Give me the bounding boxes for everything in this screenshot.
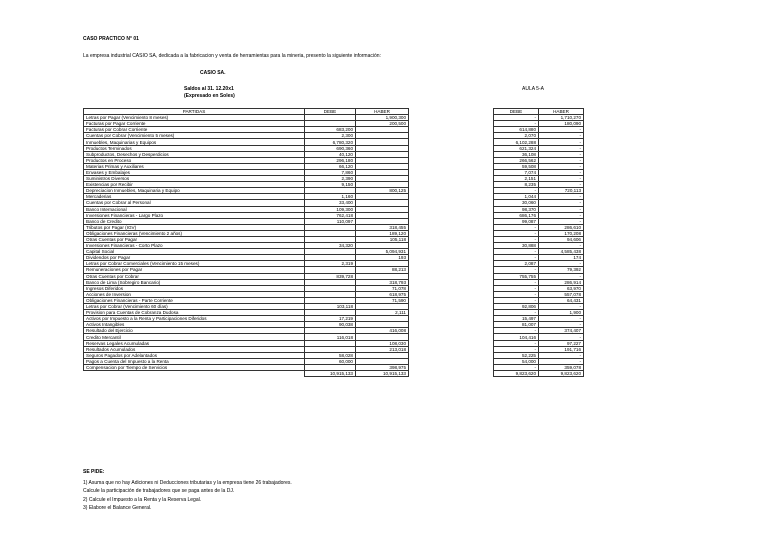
- aula-cell-haber: -: [539, 176, 584, 182]
- cell-partida: Resultados Acumulados: [84, 346, 305, 352]
- aula-cell-haber: -: [539, 151, 584, 157]
- aula-cell-haber: -: [539, 218, 584, 224]
- cell-debe: 103,118: [305, 304, 356, 310]
- se-pide-title: SE PIDE:: [83, 469, 105, 475]
- cell-partida: Mercaderias: [84, 194, 305, 200]
- aula-cell-debe: 15,497: [494, 316, 539, 322]
- balance-table: [83, 108, 409, 377]
- cell-debe: 1,160: [305, 194, 356, 200]
- aula-cell-haber: 94,606: [539, 236, 584, 242]
- cell-partida: Provision para Cuentas de Cobranza Dudosa: [84, 310, 305, 316]
- aula-cell-debe: -: [494, 346, 539, 352]
- aula-cell-haber: -: [539, 145, 584, 151]
- aula-cell-debe: 6,102,288: [494, 139, 539, 145]
- cell-partida: Ingresos Diferidos: [84, 285, 305, 291]
- cell-haber: 189,120: [356, 230, 409, 236]
- aula-cell-haber: 374,407: [539, 328, 584, 334]
- cell-haber: 88,213: [356, 267, 409, 273]
- cell-partida: Resultado del Ejercicio: [84, 328, 305, 334]
- aula-cell-haber: -: [539, 169, 584, 175]
- aula-cell-debe: 52,225: [494, 352, 539, 358]
- cell-partida: Activos Intangibles: [84, 322, 305, 328]
- aula-cell-debe: -: [494, 340, 539, 346]
- aula-cell-debe: 59,508: [494, 163, 539, 169]
- total-debe: 10,915,133: [305, 371, 356, 377]
- cell-partida: Letras por Cobrar (Vencimiento 60 días): [84, 304, 305, 310]
- aula-table: [493, 108, 584, 377]
- header-haber: HABER: [356, 109, 409, 115]
- cell-partida: Pagos a Cuenta del Impuesto a la Renta: [84, 358, 305, 364]
- aula-cell-debe: -: [494, 310, 539, 316]
- aula-cell-debe: 621,324: [494, 145, 539, 151]
- aula-cell-haber: -: [539, 322, 584, 328]
- aula-cell-debe: 266,562: [494, 157, 539, 163]
- cell-partida: Inmuebles, Maquinarias y Equipos: [84, 139, 305, 145]
- aula-cell-debe: 686,176: [494, 212, 539, 218]
- aula-cell-haber: -: [539, 304, 584, 310]
- aula-cell-haber: -: [539, 194, 584, 200]
- aula-header-debe: DEBE: [494, 109, 539, 115]
- cell-partida: Capital Social: [84, 249, 305, 255]
- cell-debe: 90,038: [305, 322, 356, 328]
- cell-haber: 618,975: [356, 291, 409, 297]
- cell-partida: Productos en Proceso: [84, 157, 305, 163]
- cell-partida: Banco de Credito: [84, 218, 305, 224]
- aula-cell-debe: 30,060: [494, 200, 539, 206]
- aula-cell-debe: -: [494, 364, 539, 370]
- cell-haber: 200,500: [356, 121, 409, 127]
- cell-partida: Suministros Diversos: [84, 176, 305, 182]
- aula-cell-haber: -: [539, 352, 584, 358]
- aula-cell-haber: 97,227: [539, 340, 584, 346]
- cell-debe: 2,300: [305, 133, 356, 139]
- cell-debe: 58,028: [305, 352, 356, 358]
- aula-cell-haber: 79,392: [539, 267, 584, 273]
- aula-cell-debe: 755,755: [494, 273, 539, 279]
- aula-cell-haber: -: [539, 261, 584, 267]
- aula-cell-debe: -: [494, 267, 539, 273]
- cell-partida: Banco Internacional: [84, 206, 305, 212]
- cell-debe: 690,360: [305, 145, 356, 151]
- header-partidas: PARTIDAS: [84, 109, 305, 115]
- aula-cell-haber: -: [539, 212, 584, 218]
- aula-cell-debe: -: [494, 291, 539, 297]
- aula-cell-haber: 180,090: [539, 121, 584, 127]
- cell-partida: Letras por Cobrar Comerciales (Vencimiento 15 meses): [84, 261, 305, 267]
- aula-label: AULA 5-A: [522, 86, 544, 92]
- aula-cell-debe: -: [494, 115, 539, 121]
- cell-haber: 416,008: [356, 328, 409, 334]
- se-pide-item: 3) Elabore el Balance General.: [83, 504, 152, 511]
- aula-cell-debe: 30,888: [494, 243, 539, 249]
- cell-partida: Obligaciones Financieras (Vencimiento 2 años): [84, 230, 305, 236]
- cell-debe: 40,120: [305, 151, 356, 157]
- cell-partida: Cuentas por Cobrar (Vencimiento 5 meses): [84, 133, 305, 139]
- cell-debe: 6,780,320: [305, 139, 356, 145]
- aula-cell-debe: -: [494, 297, 539, 303]
- cell-partida: Facturas por Pagar Corriente: [84, 121, 305, 127]
- aula-cell-debe: 92,806: [494, 304, 539, 310]
- cell-debe: 7,860: [305, 169, 356, 175]
- aula-cell-debe: -: [494, 188, 539, 194]
- cell-partida: Facturas por Cobrar Corriente: [84, 127, 305, 133]
- cell-partida: Inversiones Financieras - Corto Plazo: [84, 243, 305, 249]
- cell-partida: Inversiones Financieras - Largo Plazo: [84, 212, 305, 218]
- cell-debe: 17,219: [305, 316, 356, 322]
- cell-haber: 2,111: [356, 310, 409, 316]
- aula-cell-debe: 2,070: [494, 133, 539, 139]
- cell-haber: 398,975: [356, 364, 409, 370]
- aula-cell-haber: -: [539, 316, 584, 322]
- cell-partida: Subproductos, Desechos y Desperdicios: [84, 151, 305, 157]
- aula-cell-haber: -: [539, 133, 584, 139]
- aula-cell-debe: -: [494, 279, 539, 285]
- cell-partida: Materias Primas y Auxiliares: [84, 163, 305, 169]
- cell-haber: 318,455: [356, 224, 409, 230]
- cell-haber: 1,900,300: [356, 115, 409, 121]
- aula-cell-debe: -: [494, 255, 539, 261]
- se-pide-list: [83, 480, 292, 513]
- cell-haber: 318,793: [356, 279, 409, 285]
- cell-debe: 33,400: [305, 200, 356, 206]
- aula-cell-haber: 1,900: [539, 310, 584, 316]
- balance-subtitle: (Expresado en Soles): [184, 93, 235, 99]
- aula-cell-debe: 8,235: [494, 182, 539, 188]
- cell-haber: 105,118: [356, 236, 409, 242]
- se-pide-item: 2) Calcule el Impuesto a la Renta y la Reserva Legal.: [83, 496, 202, 503]
- aula-cell-debe: 2,087: [494, 261, 539, 267]
- aula-cell-debe: -: [494, 224, 539, 230]
- cell-partida: Compensacion por Tiempo de Servicios: [84, 364, 305, 370]
- aula-cell-haber: 286,610: [539, 224, 584, 230]
- totals-label-cell: [84, 371, 305, 377]
- cell-debe: 839,728: [305, 273, 356, 279]
- cell-partida: Otras Cuentas por Cobrar: [84, 273, 305, 279]
- cell-haber: 800,125: [356, 188, 409, 194]
- aula-cell-debe: 36,108: [494, 151, 539, 157]
- cell-debe: 109,300: [305, 206, 356, 212]
- cell-haber: 193: [356, 255, 409, 261]
- document-title: CASO PRACTICO N° 01: [83, 36, 139, 42]
- cell-debe: 110,097: [305, 218, 356, 224]
- aula-cell-haber: -: [539, 358, 584, 364]
- aula-cell-haber: 170,208: [539, 230, 584, 236]
- aula-cell-debe: 99,087: [494, 218, 539, 224]
- aula-total-haber: 9,823,620: [539, 371, 584, 377]
- aula-cell-debe: 7,074: [494, 169, 539, 175]
- cell-partida: Tributos por Pagar (IGV): [84, 224, 305, 230]
- cell-partida: Acciones de Inversion: [84, 291, 305, 297]
- aula-cell-debe: -: [494, 236, 539, 242]
- cell-partida: Banco de Lima (Sobregiro Bancario): [84, 279, 305, 285]
- totals-row: [84, 371, 409, 377]
- cell-debe: 116,018: [305, 334, 356, 340]
- cell-debe: 66,120: [305, 163, 356, 169]
- cell-debe: 2,319: [305, 261, 356, 267]
- cell-haber: 5,094,931: [356, 249, 409, 255]
- cell-partida: Activos por Impuesto a la Renta y Participaciones Diferidos: [84, 316, 305, 322]
- cell-partida: Credito Mercantil: [84, 334, 305, 340]
- aula-cell-debe: 81,007: [494, 322, 539, 328]
- aula-cell-haber: 64,431: [539, 297, 584, 303]
- aula-cell-haber: 557,078: [539, 291, 584, 297]
- aula-cell-debe: 54,000: [494, 358, 539, 364]
- cell-haber: 71,590: [356, 297, 409, 303]
- aula-totals-row: [494, 371, 584, 377]
- aula-cell-haber: -: [539, 273, 584, 279]
- aula-cell-debe: 1,044: [494, 194, 539, 200]
- aula-cell-haber: 1,710,270: [539, 115, 584, 121]
- cell-partida: Obligaciones Financieras - Parte Corriente: [84, 297, 305, 303]
- aula-cell-debe: 614,880: [494, 127, 539, 133]
- aula-cell-debe: -: [494, 249, 539, 255]
- intro-text: La empresa industrial CASIO SA, dedicada a la fabricacion y venta de herramientas para la mineria, presento la siguiente información:: [83, 53, 381, 59]
- total-haber: 10,915,133: [356, 371, 409, 377]
- aula-cell-haber: 191,716: [539, 346, 584, 352]
- cell-partida: Existencias por Recibir: [84, 182, 305, 188]
- balance-title: Saldos al 31. 12.20x1: [184, 86, 234, 92]
- cell-partida: Remuneraciones por Pagar: [84, 267, 305, 273]
- header-debe: DEBE: [305, 109, 356, 115]
- cell-debe: 9,150: [305, 182, 356, 188]
- aula-cell-debe: -: [494, 328, 539, 334]
- aula-cell-haber: 4,585,438: [539, 249, 584, 255]
- aula-cell-haber: -: [539, 157, 584, 163]
- cell-haber: 108,030: [356, 340, 409, 346]
- aula-cell-haber: -: [539, 163, 584, 169]
- cell-partida: Envases y Embalajes: [84, 169, 305, 175]
- se-pide-item: 1) Asuma que no hay Adiciones ni Deducciones tributarias y la empresa tiene 26 trabajadores.: [83, 480, 292, 486]
- aula-cell-haber: 174: [539, 255, 584, 261]
- aula-cell-debe: 2,151: [494, 176, 539, 182]
- aula-cell-debe: 98,370: [494, 206, 539, 212]
- aula-cell-debe: 104,416: [494, 334, 539, 340]
- aula-cell-haber: -: [539, 334, 584, 340]
- aula-cell-haber: -: [539, 243, 584, 249]
- se-pide-item: Calcule la participación de trabajadores que se paga antes de la DJ.: [83, 488, 235, 495]
- aula-cell-haber: -: [539, 127, 584, 133]
- cell-debe: 683,200: [305, 127, 356, 133]
- cell-partida: Productos Terminados: [84, 145, 305, 151]
- cell-debe: 2,390: [305, 176, 356, 182]
- aula-cell-haber: -: [539, 139, 584, 145]
- cell-haber: 213,018: [356, 346, 409, 352]
- aula-cell-haber: -: [539, 206, 584, 212]
- aula-cell-debe: -: [494, 121, 539, 127]
- aula-cell-haber: 359,078: [539, 364, 584, 370]
- aula-total-debe: 9,823,620: [494, 371, 539, 377]
- aula-cell-haber: -: [539, 200, 584, 206]
- cell-partida: Depreciacion Inmuebles, Maquinaria y Equipo: [84, 188, 305, 194]
- cell-partida: Cuentas por Cobrar al Personal: [84, 200, 305, 206]
- cell-partida: Letras por Pagar (Vencimiento 8 meses): [84, 115, 305, 121]
- cell-partida: Otras Cuentas por Pagar: [84, 236, 305, 242]
- cell-partida: Seguros Pagados por Adelantados: [84, 352, 305, 358]
- cell-partida: Dividendos por Pagar: [84, 255, 305, 261]
- cell-haber: 71,078: [356, 285, 409, 291]
- aula-cell-haber: -: [539, 182, 584, 188]
- aula-header-haber: HABER: [539, 109, 584, 115]
- cell-debe: 762,418: [305, 212, 356, 218]
- aula-cell-haber: 63,970: [539, 285, 584, 291]
- aula-cell-debe: -: [494, 285, 539, 291]
- cell-debe: 34,320: [305, 243, 356, 249]
- company-name: CASIO SA.: [200, 70, 226, 76]
- aula-cell-haber: 286,914: [539, 279, 584, 285]
- aula-cell-haber: 720,113: [539, 188, 584, 194]
- cell-debe: 60,000: [305, 358, 356, 364]
- cell-partida: Reservas Legales Acumuladas: [84, 340, 305, 346]
- aula-cell-debe: -: [494, 230, 539, 236]
- cell-debe: 296,180: [305, 157, 356, 163]
